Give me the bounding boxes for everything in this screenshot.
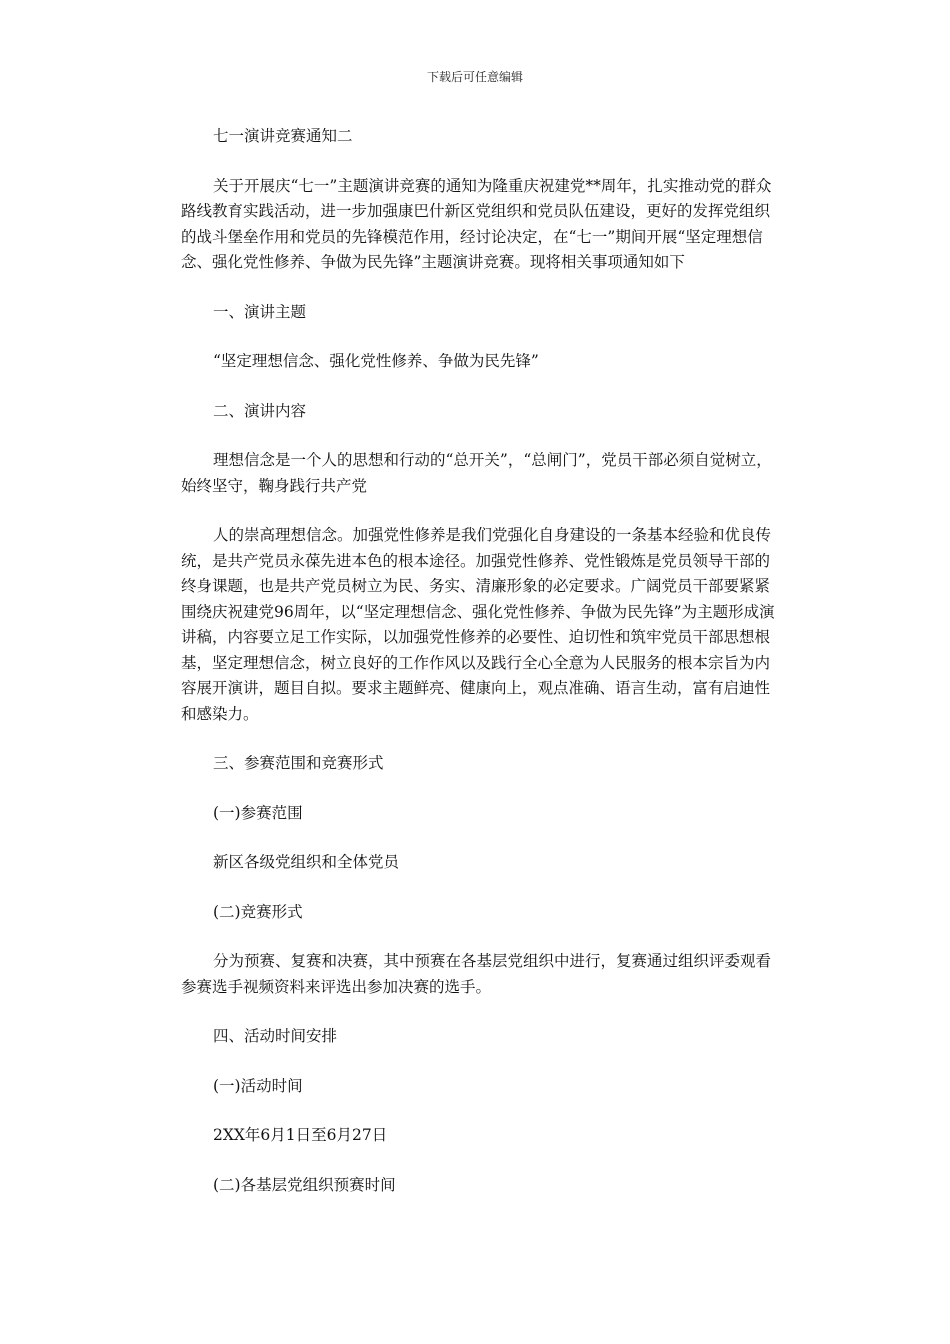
subheading-time: (一)活动时间	[213, 1076, 303, 1095]
content-paragraph-2: 人的崇高理想信念。加强党性修养是我们党强化自身建设的一条基本经验和优良传统，是共产党员永葆先进本色的根本途径。加强党性修养、党性锻炼是党员领导干部的终身课题，也是共产党员树立为民、务实、清廉形象的必定要求。广阔党员干部要紧紧围绕庆祝建党96周年，以“坚定理想信念、强化党性修养、争做为民先锋”为主题形成演讲稿，内容要立足工作实际，以加强党性修养的必要性、迫切性和筑牢党员干部思想根基，坚定理想信念，树立良好的工作作风以及践行全心全意为人民服务的根本宗旨为内容展开演讲，题目自拟。要求主题鲜亮、健康向上，观点准确、语言生动，富有启迪性和感染力。	[181, 526, 775, 723]
section-heading-2: 二、演讲内容	[213, 401, 307, 420]
subheading-scope: (一)参赛范围	[213, 803, 303, 822]
document-title: 七一演讲竞赛通知二	[213, 127, 353, 145]
section-heading-3: 三、参赛范围和竞赛形式	[213, 754, 384, 772]
subheading-preliminary-time: (二)各基层党组织预赛时间	[213, 1175, 396, 1194]
content-paragraph-1: 理想信念是一个人的思想和行动的“总开关”，“总闸门”，党员干部必须自觉树立，始终坚守，鞠身践行共产党	[181, 451, 772, 495]
header-note: 下载后可任意编辑	[426, 70, 523, 84]
theme-paragraph: “坚定理想信念、强化党性修养、争做为民先锋”	[213, 352, 539, 370]
section-heading-1: 一、演讲主题	[213, 302, 307, 321]
intro-paragraph: 关于开展庆“七一”主题演讲竞赛的通知为隆重庆祝建党**周年，扎实推动党的群众路线教育实践活动，进一步加强康巴什新区党组织和党员队伍建设，更好的发挥党组织的战斗堡垒作用和党员的先锋模范作用，经讨论决定，在“七一”期间开展“坚定理想信念、强化党性修养、争做为民先锋”主题演讲竞赛。现将相关事项通知如下	[181, 176, 772, 271]
document-body	[181, 124, 781, 1198]
time-paragraph: 2XX年6月1日至6月27日	[213, 1126, 388, 1144]
section-heading-4: 四、活动时间安排	[213, 1027, 338, 1045]
scope-paragraph: 新区各级党组织和全体党员	[213, 853, 400, 871]
subheading-format: (二)竞赛形式	[213, 902, 303, 921]
format-paragraph: 分为预赛、复赛和决赛，其中预赛在各基层党组织中进行，复赛通过组织评委观看参赛选手视频资料来评选出参加决赛的选手。	[181, 952, 772, 996]
